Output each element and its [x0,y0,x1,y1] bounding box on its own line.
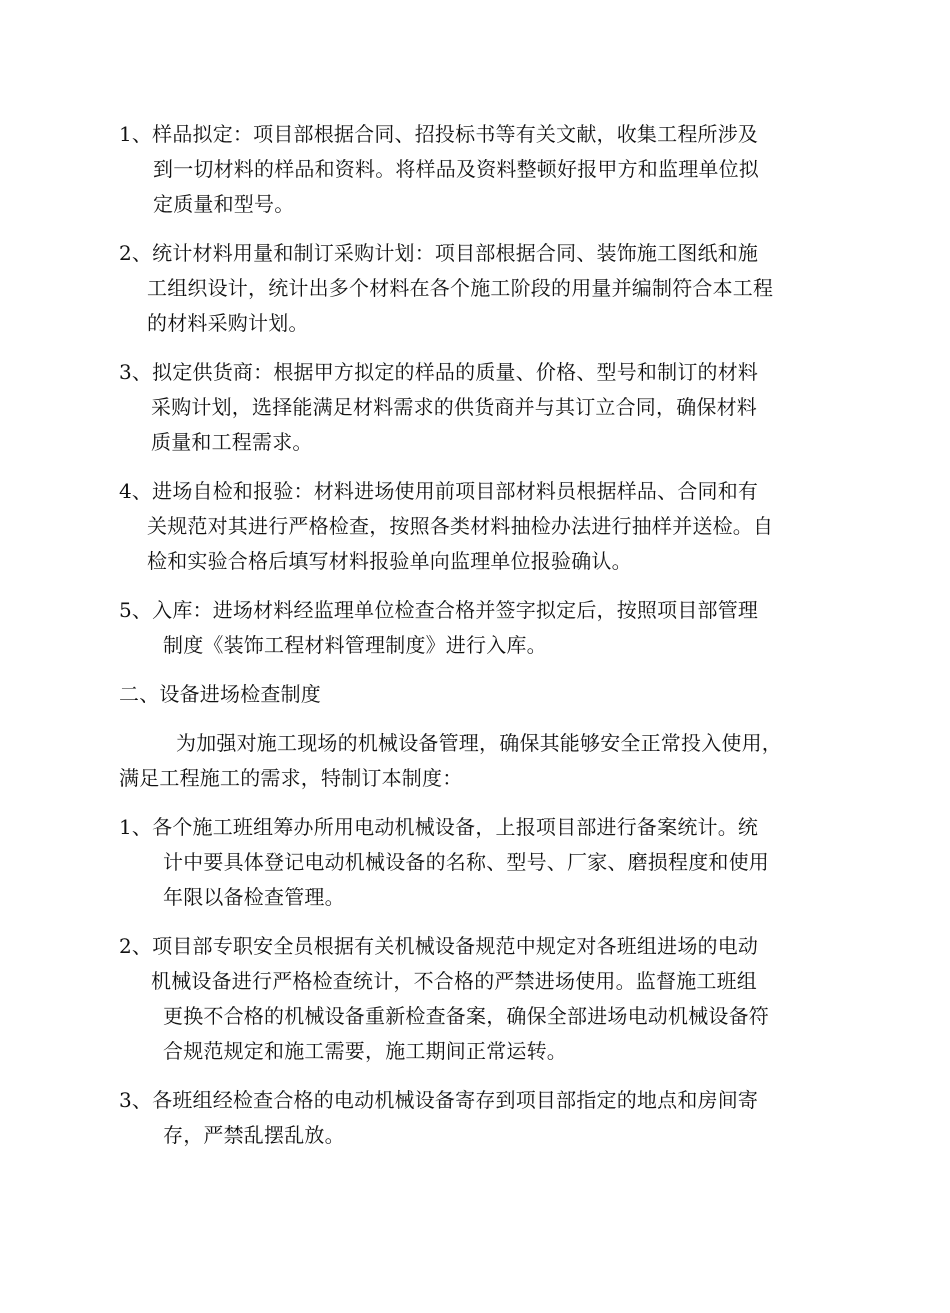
paragraph-line: 满足工程施工的需求，特制订本制度： [119,766,463,790]
paragraph-line: 2、统计材料用量和制订采购计划：项目部根据合同、装饰施工图纸和施 [119,241,759,265]
paragraph-line: 年限以备检查管理。 [163,885,345,909]
paragraph-line: 到一切材料的样品和资料。将样品及资料整顿好报甲方和监理单位拟 [153,157,759,181]
paragraph-line: 2、项目部专职安全员根据有关机械设备规范中规定对各班组进场的电动 [119,934,759,958]
section-heading: 二、设备进场检查制度 [119,682,321,706]
paragraph-line: 关规范对其进行严格检查，按照各类材料抽检办法进行抽样并送检。自 [147,514,774,538]
paragraph-line: 采购计划，选择能满足材料需求的供货商并与其订立合同，确保材料 [151,395,757,419]
paragraph-line: 更换不合格的机械设备重新检查备案，确保全部进场电动机械设备符 [163,1004,769,1028]
paragraph-line: 机械设备进行严格检查统计，不合格的严禁进场使用。监督施工班组 [151,969,757,993]
paragraph-line: 工组织设计，统计出多个材料在各个施工阶段的用量并编制符合本工程 [147,276,774,300]
paragraph-line: 制度《装饰工程材料管理制度》进行入库。 [163,633,547,657]
paragraph-line: 定质量和型号。 [153,192,295,216]
paragraph-line: 3、拟定供货商：根据甲方拟定的样品的质量、价格、型号和制订的材料 [119,360,759,384]
paragraph-line: 质量和工程需求。 [151,430,313,454]
paragraph-line: 计中要具体登记电动机械设备的名称、型号、厂家、磨损程度和使用 [163,850,769,874]
paragraph-line: 1、各个施工班组筹办所用电动机械设备，上报项目部进行备案统计。统 [119,815,759,839]
paragraph-line: 的材料采购计划。 [147,311,309,335]
paragraph-line: 4、进场自检和报验：材料进场使用前项目部材料员根据样品、合同和有 [119,479,759,503]
paragraph-line: 3、各班组经检查合格的电动机械设备寄存到项目部指定的地点和房间寄 [119,1088,759,1112]
paragraph-line: 5、入库：进场材料经监理单位检查合格并签字拟定后，按照项目部管理 [119,598,759,622]
paragraph-line: 合规范规定和施工需要，施工期间正常运转。 [163,1039,567,1063]
paragraph-line: 存，严禁乱摆乱放。 [163,1123,345,1147]
paragraph-line: 为加强对施工现场的机械设备管理，确保其能够安全正常投入使用， [176,731,782,755]
paragraph-line: 检和实验合格后填写材料报验单向监理单位报验确认。 [147,549,632,573]
paragraph-line: 1、样品拟定：项目部根据合同、招投标书等有关文献，收集工程所涉及 [119,122,759,146]
